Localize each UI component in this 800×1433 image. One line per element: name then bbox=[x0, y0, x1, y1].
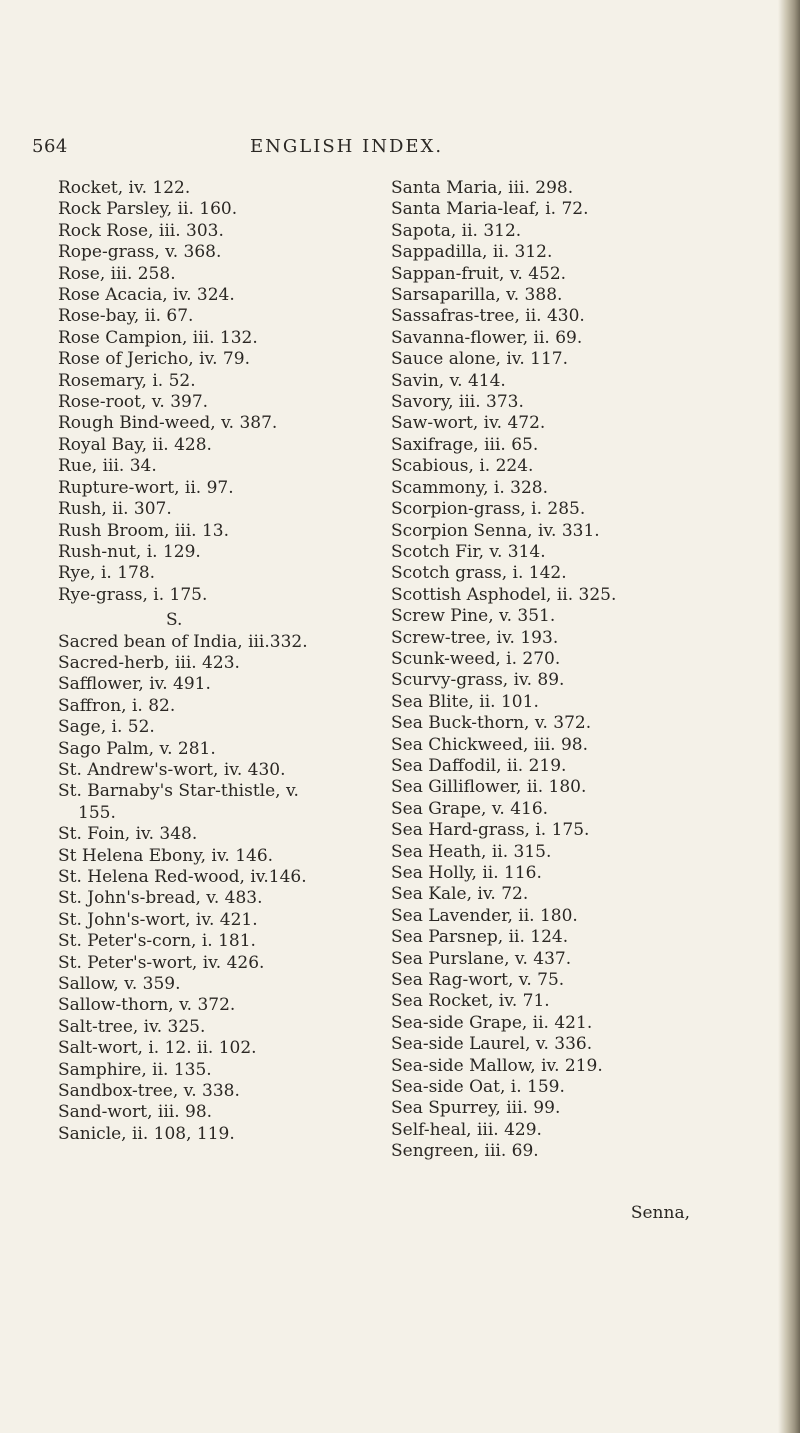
index-entry: St. John's-wort, iv. 421. bbox=[58, 909, 258, 930]
index-entry: Sea-side Laurel, v. 336. bbox=[391, 1034, 593, 1055]
index-entry: Sacred-herb, iii. 423. bbox=[58, 652, 240, 673]
index-entry: Sea Grape, v. 416. bbox=[391, 798, 549, 819]
index-entry: Sea Buck-thorn, v. 372. bbox=[391, 713, 592, 734]
index-entry: Screw Pine, v. 351. bbox=[391, 606, 556, 627]
index-entry: Sapota, ii. 312. bbox=[391, 220, 522, 241]
index-entry: Saxifrage, iii. 65. bbox=[391, 434, 539, 455]
index-entry: Rock Parsley, ii. 160. bbox=[58, 199, 238, 220]
section-letter: S. bbox=[166, 610, 183, 631]
index-entry: Savanna-flower, ii. 69. bbox=[391, 327, 583, 348]
index-entry: Scunk-weed, i. 270. bbox=[391, 648, 561, 669]
index-entry: Scabious, i. 224. bbox=[391, 456, 534, 477]
index-entry: Savin, v. 414. bbox=[391, 370, 506, 391]
index-entry: Sea Parsnep, ii. 124. bbox=[391, 927, 569, 948]
index-entry: St Helena Ebony, iv. 146. bbox=[58, 845, 274, 866]
index-entry: Rose of Jericho, iv. 79. bbox=[58, 349, 250, 370]
index-entry: Rush Broom, iii. 13. bbox=[58, 520, 229, 541]
index-entry: Sallow, v. 359. bbox=[58, 974, 181, 995]
index-entry: Scottish Asphodel, ii. 325. bbox=[391, 584, 617, 605]
index-entry: Sea Heath, ii. 315. bbox=[391, 841, 552, 862]
index-entry: Scorpion Senna, iv. 331. bbox=[391, 520, 600, 541]
index-entry: Sea Kale, iv. 72. bbox=[391, 884, 529, 905]
index-entry: Salt-tree, iv. 325. bbox=[58, 1016, 206, 1037]
index-entry: Sea-side Mallow, iv. 219. bbox=[391, 1055, 603, 1076]
catchword: Senna, bbox=[630, 1203, 690, 1223]
index-entry: Sea-side Oat, i. 159. bbox=[391, 1077, 565, 1098]
index-entry: Sanicle, ii. 108, 119. bbox=[58, 1123, 235, 1144]
index-entry: Sea Lavender, ii. 180. bbox=[391, 905, 578, 926]
index-entry: Sengreen, iii. 69. bbox=[391, 1141, 539, 1162]
index-entry: Rose Acacia, iv. 324. bbox=[58, 285, 235, 306]
index-entry: St. Peter's-wort, iv. 426. bbox=[58, 952, 265, 973]
index-entry: Scurvy-grass, iv. 89. bbox=[391, 670, 565, 691]
index-entry: Santa Maria-leaf, i. 72. bbox=[391, 199, 589, 220]
index-entry: St. John's-bread, v. 483. bbox=[58, 888, 263, 909]
index-entry: Samphire, ii. 135. bbox=[58, 1059, 212, 1080]
index-entry: Rush, ii. 307. bbox=[58, 499, 172, 520]
index-entry: Sea Rocket, iv. 71. bbox=[391, 991, 550, 1012]
index-entry: Sandbox-tree, v. 338. bbox=[58, 1081, 240, 1102]
index-entry: Sappan-fruit, v. 452. bbox=[391, 263, 567, 284]
index-entry: Sago Palm, v. 281. bbox=[58, 738, 216, 759]
index-entry: Screw-tree, iv. 193. bbox=[391, 627, 559, 648]
index-entry: Sand-wort, iii. 98. bbox=[58, 1102, 213, 1123]
index-entry: Sea Spurrey, iii. 99. bbox=[391, 1098, 561, 1119]
index-entry: Scotch Fir, v. 314. bbox=[391, 541, 546, 562]
index-entry: Salt-wort, i. 12. ii. 102. bbox=[58, 1038, 257, 1059]
index-entry: Sappadilla, ii. 312. bbox=[391, 242, 553, 263]
index-column-right bbox=[391, 178, 756, 1163]
index-entry: Safflower, iv. 491. bbox=[58, 674, 211, 695]
index-entry: Santa Maria, iii. 298. bbox=[391, 178, 574, 198]
index-entry: Savory, iii. 373. bbox=[391, 392, 524, 413]
index-entry: Sacred bean of India, iii.332. bbox=[58, 631, 308, 652]
index-entry: Sea Hard-grass, i. 175. bbox=[391, 820, 590, 841]
index-entry: Rough Bind-weed, v. 387. bbox=[58, 413, 278, 434]
index-entry: Sassafras-tree, ii. 430. bbox=[391, 306, 585, 327]
index-entry: St. Andrew's-wort, iv. 430. bbox=[58, 759, 286, 780]
index-entry: Sauce alone, iv. 117. bbox=[391, 349, 569, 370]
index-entry: St. Foin, iv. 348. bbox=[58, 824, 198, 845]
index-entry: Rocket, iv. 122. bbox=[58, 178, 191, 198]
running-head: ENGLISH INDEX. bbox=[250, 136, 444, 157]
index-entry: Rye-grass, i. 175. bbox=[58, 584, 208, 605]
index-entry: Scammony, i. 328. bbox=[391, 477, 548, 498]
index-entry: Scorpion-grass, i. 285. bbox=[391, 499, 586, 520]
index-entry: Sea Rag-wort, v. 75. bbox=[391, 970, 565, 991]
page-spine-shadow bbox=[778, 0, 800, 1433]
index-entry: Self-heal, iii. 429. bbox=[391, 1119, 542, 1140]
index-entry: Rose Campion, iii. 132. bbox=[58, 327, 258, 348]
index-entry: Rupture-wort, ii. 97. bbox=[58, 477, 234, 498]
index-entry: St. Barnaby's Star-thistle, v. bbox=[58, 781, 299, 802]
page-number: 564 bbox=[32, 136, 68, 157]
index-entry: Rose, iii. 258. bbox=[58, 263, 176, 284]
index-entry: Sage, i. 52. bbox=[58, 717, 155, 738]
index-entry: Sea Blite, ii. 101. bbox=[391, 691, 539, 712]
index-column-left bbox=[58, 178, 380, 1145]
index-entry: Sea Daffodil, ii. 219. bbox=[391, 755, 567, 776]
index-entry: Sea Chickweed, iii. 98. bbox=[391, 734, 588, 755]
index-entry: St. Helena Red-wood, iv.146. bbox=[58, 867, 307, 887]
index-entry: Royal Bay, ii. 428. bbox=[58, 434, 212, 455]
index-entry: Sarsaparilla, v. 388. bbox=[391, 285, 563, 306]
index-entry: Sea-side Grape, ii. 421. bbox=[391, 1012, 593, 1033]
index-entry: Saw-wort, iv. 472. bbox=[391, 413, 546, 434]
index-entry: Rose-root, v. 397. bbox=[58, 392, 209, 413]
index-entry: Rock Rose, iii. 303. bbox=[58, 220, 224, 241]
index-entry: Rye, i. 178. bbox=[58, 563, 156, 584]
index-entry: Sea Holly, ii. 116. bbox=[391, 863, 542, 883]
index-entry: Rue, iii. 34. bbox=[58, 456, 157, 477]
index-entry: Saffron, i. 82. bbox=[58, 695, 176, 716]
index-entry: Scotch grass, i. 142. bbox=[391, 563, 567, 584]
index-entry: Sea Gilliflower, ii. 180. bbox=[391, 777, 587, 798]
index-entry: Rose-bay, ii. 67. bbox=[58, 306, 194, 327]
page-header bbox=[32, 136, 752, 166]
index-entry: St. Peter's-corn, i. 181. bbox=[58, 931, 256, 952]
index-entry: Rush-nut, i. 129. bbox=[58, 541, 201, 562]
index-entry: Sea Purslane, v. 437. bbox=[391, 948, 572, 969]
index-entry: Rope-grass, v. 368. bbox=[58, 242, 222, 263]
index-entry: Rosemary, i. 52. bbox=[58, 370, 196, 391]
index-entry: Sallow-thorn, v. 372. bbox=[58, 995, 236, 1016]
index-entry: 155. bbox=[78, 802, 116, 823]
